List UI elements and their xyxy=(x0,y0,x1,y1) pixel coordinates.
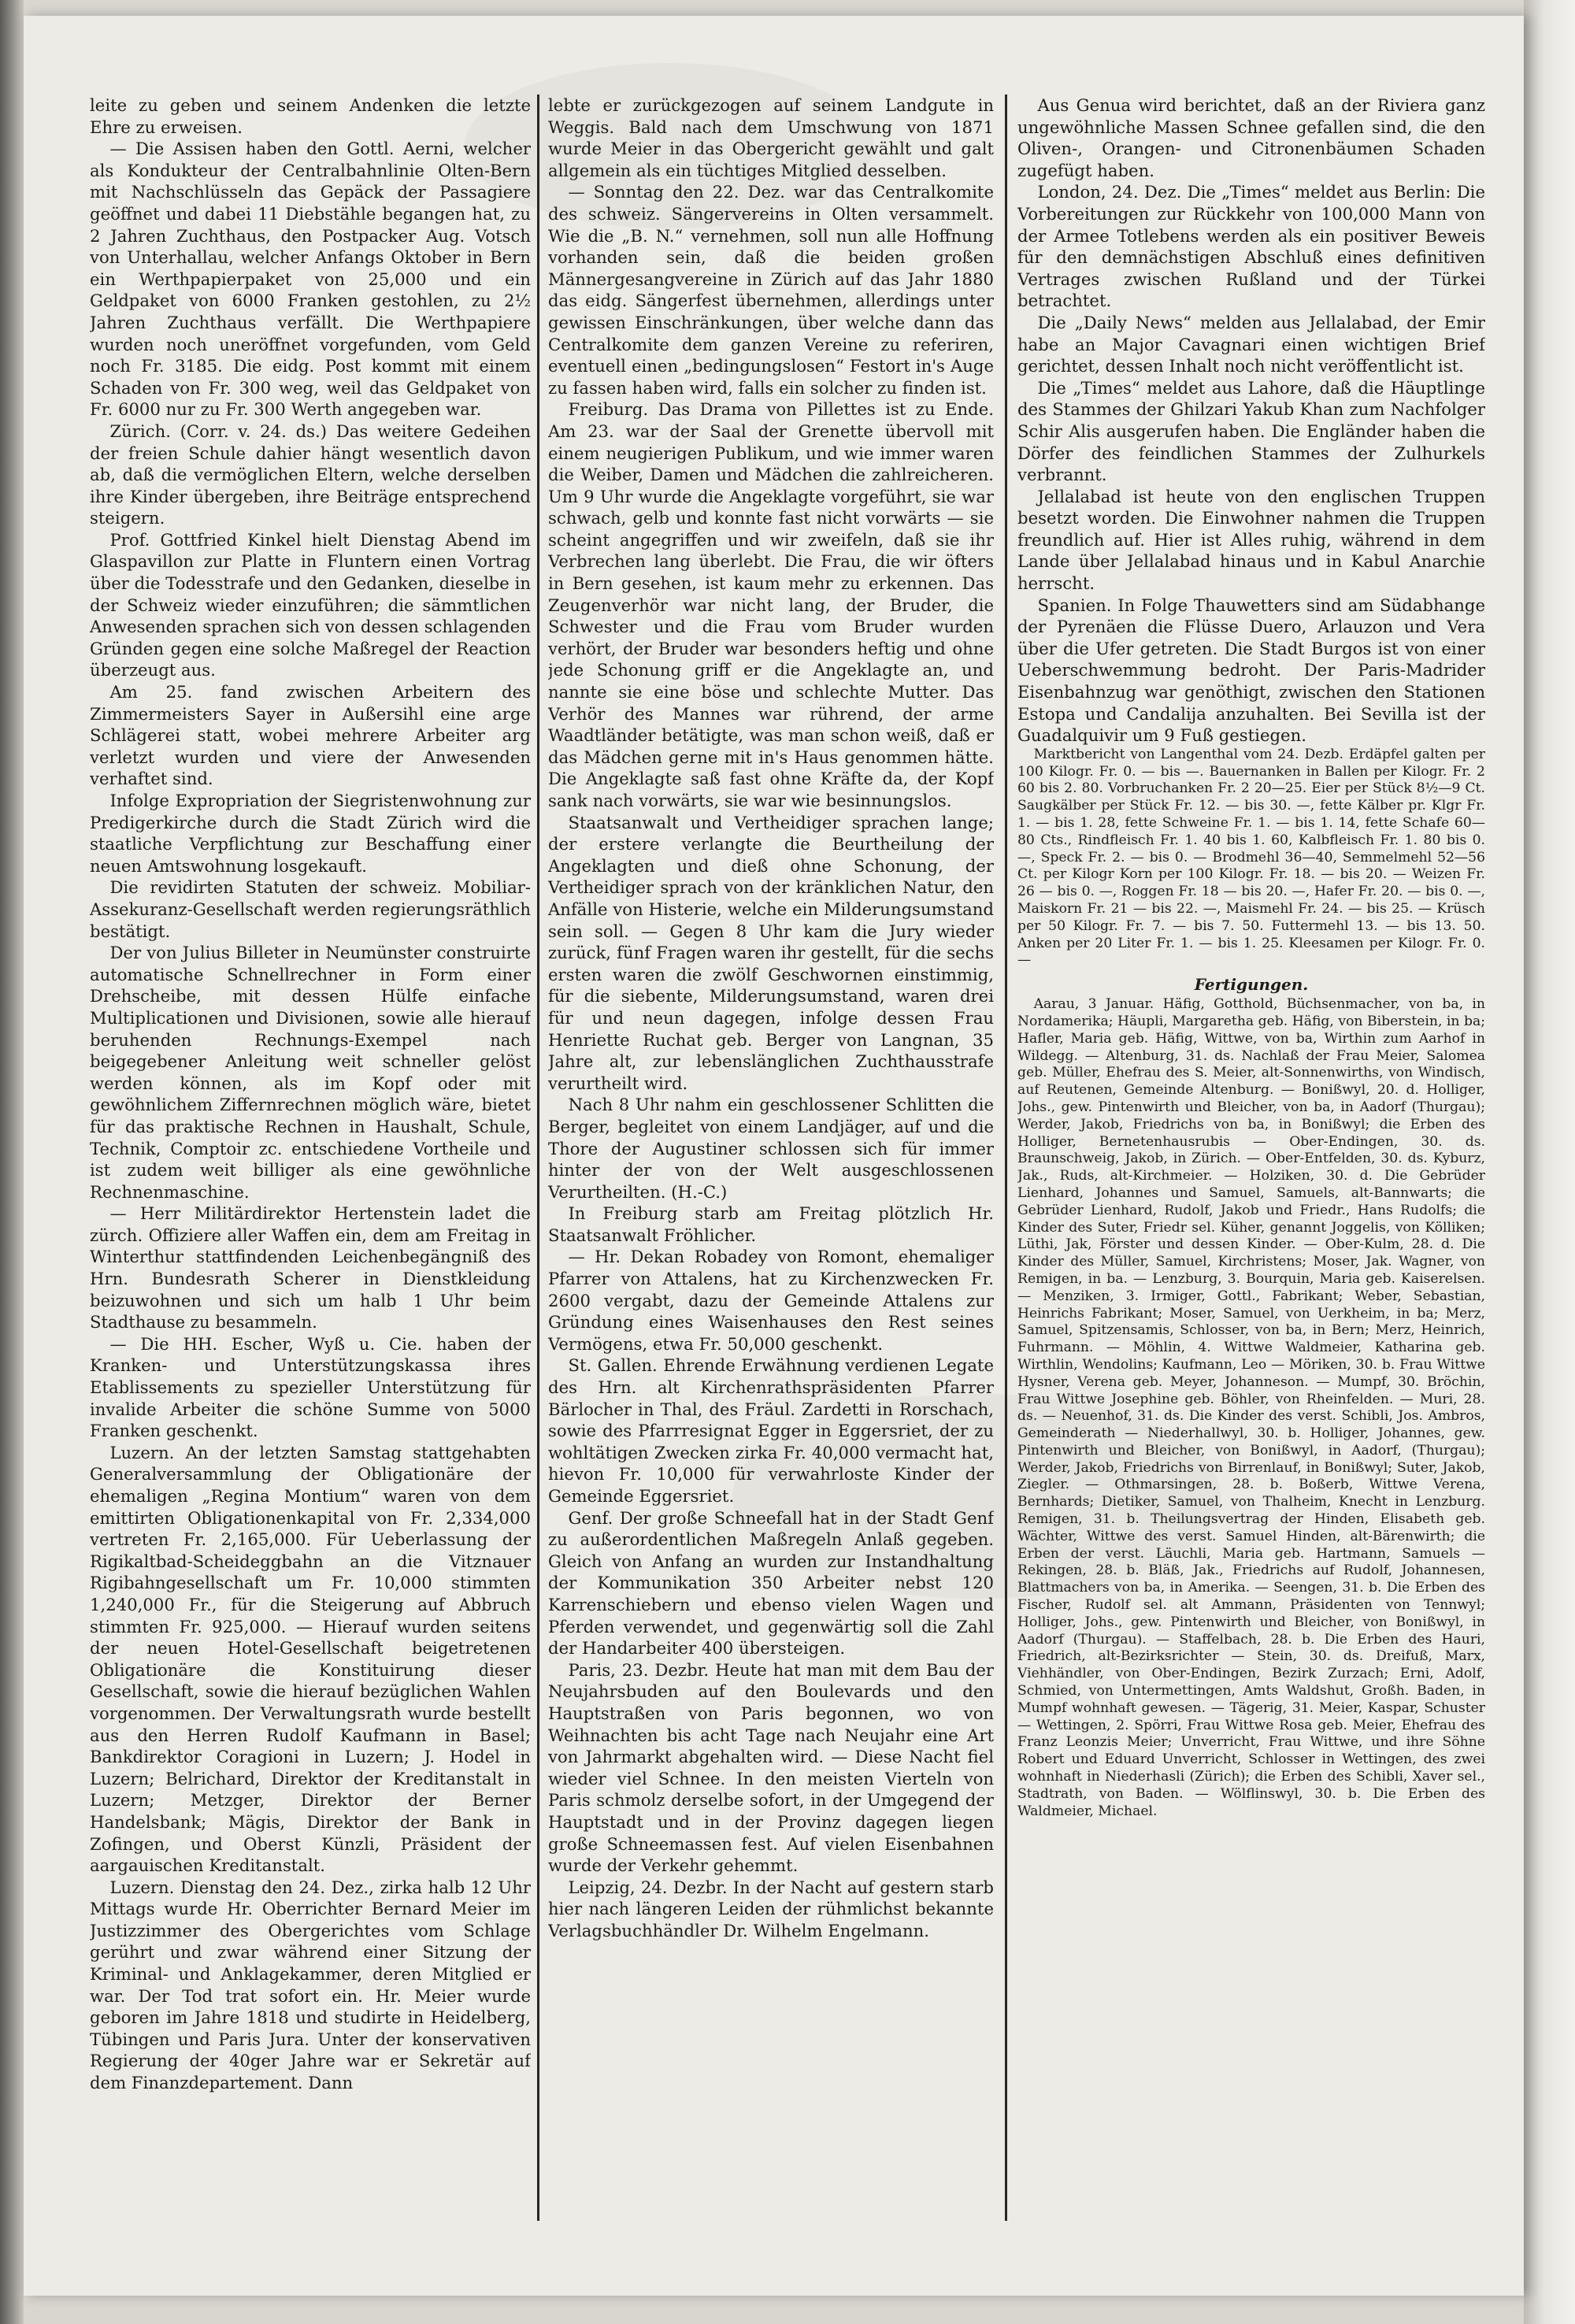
article-paragraph: — Die HH. Escher, Wyß u. Cie. haben der Kranken- und Unterstützungskassa ihres Etablissements zu spezieller Unterstützung für invalide Arbeiter die schöne Summe von 5000 Franken geschenkt. xyxy=(90,1333,531,1441)
column-rule xyxy=(537,95,539,2221)
article-paragraph: Infolge Expropriation der Siegristenwohnung zur Predigerkirche durch die Stadt Zürich wird die staatliche Verpflichtung zur Beschaffung einer neuen Amtswohnung losgekauft. xyxy=(90,791,531,876)
article-paragraph: Spanien. In Folge Thauwetters sind am Südabhange der Pyrenäen die Flüsse Duero, Arlauzon und Vera über die Ufer getreten. Die Stadt Burgos ist von einer Ueberschwemmung bedroht. Der Paris-Madrider Eisenbahnzug war genöthigt, zwischen den Stationen Estopa und Candalija anzuhalten. Bei Sevilla ist der Guadalquivir um 9 Fuß gestiegen. xyxy=(1017,595,1485,746)
article-paragraph: — Sonntag den 22. Dez. war das Centralkomite des schweiz. Sängervereins in Olten versammelt. Wie die „B. N.“ vernehmen, soll nun alle Hoffnung vorhanden sein, daß die beiden großen Männergesangvereine in Zürich auf das Jahr 1880 das eidg. Sängerfest übernehmen, allerdings unter gewissen Einschränkungen, über welche dann das Centralkomite dem ganzen Vereine zu referiren, eventuell einen „bedingungslosen“ Festort in's Auge zu fassen haben wird, falls ein solcher zu finden ist. xyxy=(548,182,994,398)
article-paragraph: Leipzig, 24. Dezbr. In der Nacht auf gestern starb hier nach längeren Leiden der rühmlichst bekannte Verlagsbuchhändler Dr. Wilhelm Engelmann. xyxy=(548,1877,994,1940)
article-paragraph: Luzern. An der letzten Samstag stattgehabten Generalversammlung der Obligationäre der ehemaligen „Regina Montium“ waren von dem emittirten Obligationenkapital von Fr. 2,334,000 vertreten Fr. 2,165,000. Für Ueberlassung der Rigikaltbad-Scheideggbahn an die Vitznauer Rigibahngesellschaft um Fr. 10,000 stimmten 1,240,000 Fr., für die Steigerung auf Abbruch stimmten Fr. 925,000. — Hierauf wurden seitens der neuen Hotel-Gesellschaft beigetretenen Obligationäre die Konstituirung dieser Gesellschaft, sowie die hierauf bezüglichen Wahlen vorgenommen. Der Verwaltungsrath wurde bestellt aus den Herren Rudolf Kaufmann in Basel; Bankdirektor Coragioni in Luzern; J. Hodel in Luzern; Belrichard, Direktor der Kreditanstalt in Luzern; Metzger, Direktor der Berner Handelsbank; Mägis, Direktor der Bank in Zofingen, und Oberst Künzli, Präsident der aargauischen Kreditanstalt. xyxy=(90,1442,531,1876)
article-paragraph: Die „Times“ meldet aus Lahore, daß die Häuptlinge des Stammes der Ghilzari Yakub Khan zum Nachfolger Schir Alis ausgerufen haben. Die Engländer haben die Dörfer des feindlichen Stammes der Zulhurkels verbrannt. xyxy=(1017,377,1485,485)
article-paragraph: In Freiburg starb am Freitag plötzlich Hr. Staatsanwalt Fröhlicher. xyxy=(548,1203,994,1245)
article-paragraph: — Herr Militärdirektor Hertenstein ladet die zürch. Offiziere aller Waffen ein, dem am Freitag in Winterthur stattfindenden Leichenbegängniß des Hrn. Bundesrath Scherer in Dienstkleidung beizuwohnen und sich um halb 1 Uhr beim Stadthause zu besammeln. xyxy=(90,1203,531,1333)
article-paragraph: Genf. Der große Schneefall hat in der Stadt Genf zu außerordentlichen Maßregeln Anlaß gegeben. Gleich von Anfang an wurden zur Instandhaltung der Kommunikation 350 Arbeiter nebst 120 Karrenschiebern und ebenso vielen Wagen und Pferden verwendet, und gegenwärtig soll die Zahl der Handarbeiter 400 übersteigen. xyxy=(548,1507,994,1659)
article-paragraph: Nach 8 Uhr nahm ein geschlossener Schlitten die Berger, begleitet von einem Landjäger, auf und die Thore der Augustiner schlossen sich für immer hinter der von der Welt ausgeschlossenen Verurtheilten. (H.-C.) xyxy=(548,1095,994,1202)
book-spine xyxy=(0,0,24,2324)
fertigungen-list: Aarau, 3 Januar. Häfig, Gotthold, Büchsenmacher, von ba, in Nordamerika; Häupli, Margaretha geb. Häfig, von Biberstein, in ba; Hafler, Maria geb. Häfig, Wittwe, von ba, Wirthin zum Aarhof in Wildegg. — Altenburg, 31. ds. Nachlaß der Frau Meier, Salomea geb. Müller, Ehefrau des S. Meier, alt-Sonnenwirths, von Windisch, auf Reutenen, Gemeinde Altenburg. — Bonißwyl, 20. d. Holliger, Johs., gew. Pintenwirth und Bleicher, von ba, in Aadorf (Thurgau); Werder, Jakob, Friedrichs von ba, in Bonißwyl; die Erben des Holliger, Bernetenhausrubis — Ober-Endingen, 30. ds. Braunschweig, Jakob, in Zürich. — Ober-Entfelden, 30. ds. Kyburz, Jak., Ruds, alt-Kirchmeier. — Holziken, 30. d. Die Gebrüder Lienhard, Johannes und Samuel, Samuels, alt-Bannwarts; die Gebrüder Lienhard, Rudolf, Jakob und Friedr., Hans Rudolfs; die Kinder des Suter, Friedr sel. Küher, genannt Joggelis, von Kölliken; Lüthi, Jak, Förster und dessen Kinder. — Ober-Kulm, 28. d. Die Kinder des Müller, Samuel, Kirchristens; Moser, Jak. Wagner, von Remigen, in ba. — Lenzburg, 3. Bourquin, Maria geb. Kaiserelsen. — Menziken, 3. Irmiger, Gottl., Fabrikant; Weber, Sebastian, Heinrichs Fabrikant; Moser, Samuel, von Uerkheim, in ba; Merz, Samuel, Spitzensamis, Schlosser, von ba, in Bern; Merz, Heinrich, Fuhrmann. — Möhlin, 4. Wittwe Waldmeier, Katharina geb. Wirthlin, Wendolins; Kaufmann, Leo — Möriken, 30. b. Frau Wittwe Hysner, Verena geb. Meyer, Johanneson. — Mumpf, 30. Bröchin, Frau Wittwe Josephine geb. Böhler, von Rheinfelden. — Muri, 28. ds. — Neuenhof, 31. ds. Die Kinder des verst. Schibli, Jos. Ambros, Gemeinderath — Niederhallwyl, 30. b. Holliger, Johannes, gew. Pintenwirth und Bleicher, von Bonißwyl, in Aadorf, (Thurgau); Werder, Jakob, Friedrichs von Birrenlauf, in Bonißwyl; Suter, Jakob, Ziegler. — Othmarsingen, 28. b. Boßerb, Wittwe Verena, Bernhards; Dietiker, Samuel, von Thalheim, Knecht in Lenzburg. Remigen, 31. b. Theilungsvertrag der Hinden, Elisabeth geb. Wächter, Wittwe des verst. Samuel Hinden, alt-Bärenwirth; die Erben der verst. Läuchli, Maria geb. Hartmann, Samuels — Rekingen, 28. b. Bläß, Jak., Friedrichs auf Rudolf, Johannesen, Blattmachers von ba, in Amerika. — Seengen, 31. b. Die Erben des Fischer, Rudolf sel. alt Ammann, Präsidenten von Tennwyl; Holliger, Johs., gew. Pintenwirth und Bleicher, von Bonißwyl, in Aadorf (Thurgau). — Staffelbach, 28. b. Die Erben des Hauri, Friedrich, alt-Bezirksrichter — Stein, 30. ds. Dreifuß, Marx, Viehhändler, von Ober-Endingen, Bezirk Zurzach; Erni, Adolf, Schmied, von Untermettingen, Amts Waldshut, Großh. Baden, in Mumpf wohnhaft gewesen. — Tägerig, 31. Meier, Kaspar, Schuster — Wettingen, 2. Spörri, Frau Wittwe Rosa geb. Meier, Ehefrau des Franz Leonzis Meier; Unverricht, Frau Wittwe, und ihre Söhne Robert und Eduard Unverricht, Schlosser in Wettingen, des zwei wohnhaft in Niederhasli (Zürich); die Erben des Schibli, Xaver sel., Stadtrath, von Baden. — Wölflinswyl, 30. b. Die Erben des Waldmeier, Michael. xyxy=(1017,996,1485,1819)
article-paragraph: Zürich. (Corr. v. 24. ds.) Das weitere Gedeihen der freien Schule dahier hängt wesentlich davon ab, daß die vermöglichen Eltern, welche derselben ihre Kinder übergeben, ihre Beiträge entsprechend steigern. xyxy=(90,421,531,528)
article-paragraph: leite zu geben und seinem Andenken die letzte Ehre zu erweisen. xyxy=(90,95,531,137)
article-paragraph: Luzern. Dienstag den 24. Dez., zirka halb 12 Uhr Mittags wurde Hr. Oberrichter Bernard Meier im Justizzimmer des Obergerichtes vom Schlage gerührt und zwar während einer Sitzung der Kriminal- und Anklagekammer, deren Mitglied er war. Der Tod trat sofort ein. Hr. Meier wurde geboren im Jahre 1818 und studirte in Heidelberg, Tübingen und Paris Jura. Unter der konservativen Regierung der 40ger Jahre war er Sekretär auf dem Finanzdepartement. Dann xyxy=(90,1877,531,2093)
article-paragraph: London, 24. Dez. Die „Times“ meldet aus Berlin: Die Vorbereitungen zur Rückkehr von 100,000 Mann von der Armee Totlebens werden als ein positiver Beweis für den demnächstigen Abschluß eines definitiven Vertrages zwischen Rußland und der Türkei betrachtet. xyxy=(1017,182,1485,311)
market-report: Marktbericht von Langenthal vom 24. Dezb. Erdäpfel galten per 100 Kilogr. Fr. 0. — bis —. Bauernanken in Ballen per Kilogr. Fr. 2 60 bis 2. 80. Vorbruchanken Fr. 2 20—25. Eier per Stück 8½—9 Ct. Saugkälber per Stück Fr. 12. — bis 30. —, fette Kälber pr. Klgr Fr. 1. — bis 1. 28, fette Schweine Fr. 1. — bis 1. 14, fette Schafe 60—80 Cts., Rindfleisch Fr. 1. 40 bis 1. 60, Kalbfleisch Fr. 1. 80 bis 0. —, Speck Fr. 2. — bis 0. — Brodmehl 36—40, Semmelmehl 52—56 Ct. per Kilogr Korn per 100 Kilogr. Fr. 18. — bis 20. — Weizen Fr. 26 — bis 0. —, Roggen Fr. 18 — bis 20. —, Hafer Fr. 20. — bis 0. —, Maiskorn Fr. 21 — bis 22. —, Maismehl Fr. 24. — bis 25. — Krüsch per 50 Kilogr. Fr. 7. — bis 7. 50. Futtermehl 13. — bis 13. 50. Anken per 20 Liter Fr. 1. — bis 1. 25. Kleesamen per Kilogr. Fr. 0. — xyxy=(1017,746,1485,969)
article-paragraph: Die „Daily News“ melden aus Jellalabad, der Emir habe an Major Cavagnari einen wichtigen Brief gerichtet, dessen Inhalt noch nicht veröffentlicht ist. xyxy=(1017,312,1485,376)
article-paragraph: Prof. Gottfried Kinkel hielt Dienstag Abend im Glaspavillon zur Platte in Fluntern einen Vortrag über die Todesstrafe und den Gedanken, dieselbe in der Schweiz wieder einzuführen; die sämmtlichen Anwesenden sprachen sich von dessen schlagenden Gründen gegen eine solche Maßregel der Reaction überzeugt aus. xyxy=(90,529,531,680)
article-paragraph: Aus Genua wird berichtet, daß an der Riviera ganz ungewöhnliche Massen Schnee gefallen sind, die den Oliven-, Orangen- und Citronenbäumen Schaden zugefügt haben. xyxy=(1017,95,1485,180)
article-paragraph: Die revidirten Statuten der schweiz. Mobiliar-Assekuranz-Gesellschaft werden regierungsräthlich bestätigt. xyxy=(90,877,531,941)
article-paragraph: Am 25. fand zwischen Arbeitern des Zimmermeisters Sayer in Außersihl eine arge Schlägerei statt, wobei mehrere Arbeiter arg verletzt wurden und viere der Anwesenden verhaftet sind. xyxy=(90,682,531,789)
article-paragraph: — Hr. Dekan Robadey von Romont, ehemaliger Pfarrer von Attalens, hat zu Kirchenzwecken Fr. 2600 vergabt, dazu der Gemeinde Attalens zur Gründung eines Waisenhauses den Rest seines Vermögens, etwa Fr. 50,000 geschenkt. xyxy=(548,1247,994,1354)
article-paragraph: Jellalabad ist heute von den englischen Truppen besetzt worden. Die Einwohner nahmen die Truppen freundlich auf. Hier ist Alles ruhig, während in dem Lande über Jellalabad hinaus und in Kabul Anarchie herrscht. xyxy=(1017,486,1485,594)
column-rule xyxy=(1005,95,1007,2221)
column-right xyxy=(1017,95,1485,2264)
article-paragraph: Paris, 23. Dezbr. Heute hat man mit dem Bau der Neujahrsbuden auf den Boulevards und den Hauptstraßen von Paris begonnen, wo von Weihnachten bis acht Tage nach Neujahr eine Art von Jahrmarkt abgehalten wird. — Diese Nacht fiel wieder viel Schnee. In den meisten Vierteln von Paris schmolz derselbe sofort, in der Umgegend der Hauptstadt und in der Provinz dagegen liegen große Schneemassen fest. Auf vielen Eisenbahnen wurde der Verkehr gehemmt. xyxy=(548,1659,994,1876)
article-paragraph: Der von Julius Billeter in Neumünster construirte automatische Schnellrechner in Form einer Drehscheibe, mit dessen Hülfe einfache Multiplicationen und Divisionen, sowie alle hierauf beruhenden Rechnungs-Exempel nach beigegebener Anleitung weit schneller gelöst werden können, als im Kopf oder mit gewöhnlichem Ziffernrechnen möglich wäre, bietet für das praktische Rechnen in Haushalt, Schule, Technik, Comptoir zc. entschiedene Vortheile und ist zudem weit billiger als eine gewöhnliche Rechnenmaschine. xyxy=(90,943,531,1202)
article-paragraph: Freiburg. Das Drama von Pillettes ist zu Ende. Am 23. war der Saal der Grenette übervoll mit einem neugierigen Publikum, und wie immer waren die Weiber, Damen und Mädchen die zahlreicheren. Um 9 Uhr wurde die Angeklagte vorgeführt, sie war schwach, gelb und konnte fast nicht vorwärts — sie scheint angegriffen und wir zweifeln, daß sie ihr Verbrechen lang überlebt. Die Frau, die wir öfters in Bern gesehen, ist kaum mehr zu erkennen. Das Zeugenverhör war nicht lang, der Bruder, die Schwester und die Frau vom Bruder wurden verhört, der Bruder war besonders heftig und ohne jede Schonung griff er die Angeklagte an, und nannte sie eine böse und schlechte Mutter. Das Verhör des Mannes war rührend, der arme Waadtländer betätigte, was man schon weiß, daß er das Mädchen gerne mit in's Haus genommen hätte. Die Angeklagte saß fast ohne Kräfte da, der Kopf sank nach vorwärts, sie war wie besinnungslos. xyxy=(548,399,994,810)
column-left xyxy=(90,95,531,2264)
article-paragraph: Staatsanwalt und Vertheidiger sprachen lange; der erstere verlangte die Beurtheilung der Angeklagten und dieß ohne Schonung, der Vertheidiger sprach von der kränklichen Natur, den Anfälle von Histerie, welche ein Milderungsumstand sein soll. — Gegen 8 Uhr kam die Jury wieder zurück, fünf Fragen waren ihr gestellt, für die sechs ersten waren die zwölf Geschwornen einstimmig, für die siebente, Milderungsumstand, waren drei für und neun dagegen, infolge dessen Frau Henriette Ruchat geb. Berger von Langnan, 35 Jahre alt, zur lebenslänglichen Zuchthausstrafe verurtheilt wird. xyxy=(548,812,994,1093)
article-paragraph: — Die Assisen haben den Gottl. Aerni, welcher als Kondukteur der Centralbahnlinie Olten-Bern mit Nachschlüsseln das Gepäck der Passagiere geöffnet und dabei 11 Diebstähle begangen hat, zu 2 Jahren Zuchthaus, den Postpacker Aug. Votsch von Unterhallau, welcher Anfangs Oktober in Bern ein Werthpapierpaket von 25,000 und ein Geldpaket von 6000 Franken gestohlen, zu 2½ Jahren Zuchthaus verfällt. Die Werthpapiere wurden noch uneröffnet vorgefunden, vom Geld noch Fr. 3185. Die eidg. Post kommt mit einem Schaden von Fr. 300 weg, weil das Geldpaket von Fr. 6000 nur zu Fr. 300 Werth angegeben war. xyxy=(90,139,531,420)
article-paragraph: lebte er zurückgezogen auf seinem Landgute in Weggis. Bald nach dem Umschwung von 1871 wurde Meier in das Obergericht gewählt und galt allgemein als ein tüchtiges Mitglied desselben. xyxy=(548,95,994,180)
page-edge xyxy=(1524,0,1575,2324)
article-paragraph: St. Gallen. Ehrende Erwähnung verdienen Legate des Hrn. alt Kirchenrathspräsidenten Pfarrer Bärlocher in Thal, des Fräul. Zardetti in Rorschach, sowie des Pfarrresignat Egger in Eggersriet, der zu wohltätigen Zwecken zirka Fr. 40,000 vermacht hat, hievon Fr. 10,000 für verwahrloste Kinder der Gemeinde Eggersriet. xyxy=(548,1355,994,1506)
column-middle xyxy=(548,95,994,2264)
fertigungen-heading: Fertigungen. xyxy=(1194,975,1309,995)
